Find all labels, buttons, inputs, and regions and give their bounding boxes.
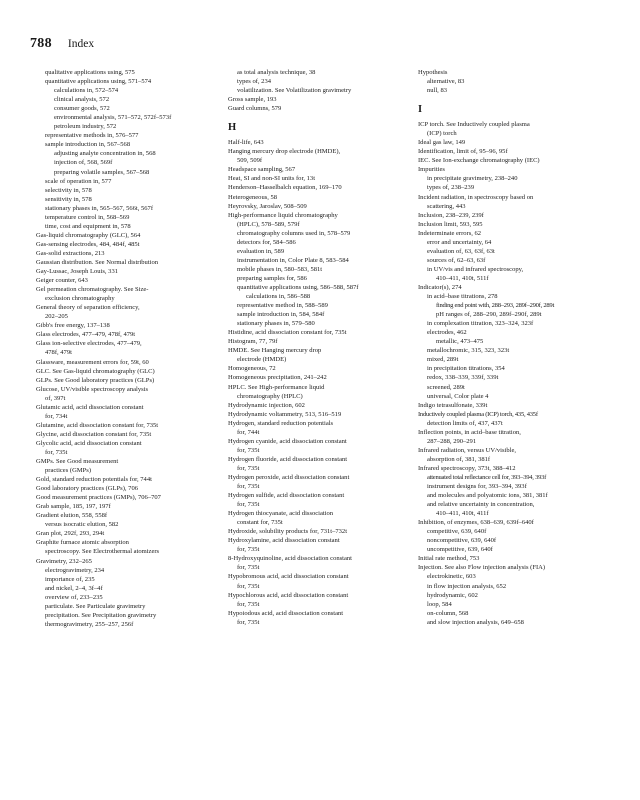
index-entry: Hydrogen sulfide, acid dissociation constant — [228, 492, 345, 500]
index-entry: hydrodynamic, 602 — [427, 591, 478, 599]
index-entry: chromatography (HPLC) — [237, 392, 303, 400]
index-entry: and slow injection analysis, 649–658 — [427, 618, 524, 626]
index-entry: overview of, 233–235 — [45, 593, 103, 601]
index-entry: Grab sample, 185, 197, 197f — [36, 503, 111, 511]
index-entry: for, 735t — [237, 582, 260, 590]
index-entry: for, 734t — [45, 412, 68, 420]
index-entry: quantitative applications using, 586–588, 587f — [237, 283, 359, 291]
index-entry: Henderson–Hasselbalch equation, 169–170 — [228, 184, 342, 192]
index-entry: Glutamine, acid dissociation constant for, 735t — [36, 421, 159, 429]
index-entry: (ICP) torch — [427, 130, 457, 138]
index-entry: for, 735t — [237, 464, 260, 472]
index-entry: electrodes, 462 — [427, 329, 467, 337]
index-entry: temperature control in, 568–569 — [45, 213, 130, 221]
index-entry: electrogravimetry, 234 — [45, 566, 105, 574]
index-entry: loop, 584 — [427, 600, 452, 608]
index-entry: Impurities — [418, 166, 445, 174]
index-entry: exclusion chromatography — [45, 295, 115, 303]
index-entry: quantitative applications using, 571–574 — [45, 78, 152, 86]
index-column-1 — [36, 68, 216, 629]
index-entry: Initial rate method, 753 — [418, 555, 480, 563]
index-entry: Hydrodynamic voltammetry, 513, 516–519 — [228, 410, 342, 418]
index-entry: Infrared spectroscopy, 373t, 388–412 — [418, 464, 516, 472]
index-entry: Indicator(s), 274 — [418, 283, 462, 291]
index-entry: petroleum industry, 572 — [54, 123, 117, 131]
index-entry: electrokinetic, 603 — [427, 573, 476, 581]
index-entry: stationary phases in, 579–580 — [237, 320, 315, 328]
index-entry: Histidine, acid dissociation constant for, 735t — [228, 329, 347, 337]
index-entry: calculations in, 572–574 — [54, 87, 119, 95]
index-entry: Guard columns, 579 — [228, 105, 282, 113]
index-entry: preparing samples for, 586 — [237, 274, 307, 282]
index-entry: Inductively coupled plasma (ICP) torch, 435, 435f — [418, 410, 538, 418]
index-entry: constant for, 735t — [237, 519, 283, 527]
index-column-2 — [228, 68, 410, 627]
index-entry: Hydroxide, solubility products for, 731t–732t — [228, 528, 348, 536]
index-entry: thermogravimetry, 255–257, 256f — [45, 620, 134, 628]
index-entry: sensitivity in, 578 — [45, 195, 92, 203]
index-entry: consumer goods, 572 — [54, 105, 110, 113]
index-entry: Homogeneous, 72 — [228, 365, 276, 373]
index-entry: Gravimetry, 232–265 — [36, 557, 92, 565]
index-entry: Inhibition, of enzymes, 638–639, 639f–640f — [418, 519, 534, 527]
index-entry: instrumentation in, Color Plate 8, 583–584 — [237, 256, 349, 264]
index-entry: Glycolic acid, acid dissociation constant — [36, 439, 142, 447]
index-entry: GMPs. See Good measurement — [36, 458, 119, 466]
index-entry: sources of, 62–63, 63f — [427, 256, 486, 264]
index-entry: Gold, standard reduction potentials for, 744t — [36, 476, 152, 484]
index-entry: and molecules and polyatomic ions, 381, 381f — [427, 492, 548, 500]
index-entry: and relative uncertainty in concentration, — [427, 501, 535, 509]
section-letter: H — [228, 122, 237, 134]
index-entry: Gran plot, 292f, 293, 294t — [36, 530, 105, 538]
index-entry: for, 735t — [237, 564, 260, 572]
index-entry: 410–411, 410t, 511f — [436, 274, 489, 282]
index-entry: on-column, 568 — [427, 609, 469, 617]
index-entry: clinical analysis, 572 — [54, 96, 110, 104]
index-entry: Good laboratory practices (GLPs), 706 — [36, 485, 138, 493]
index-entry: for, 735t — [237, 600, 260, 608]
index-entry: null, 83 — [427, 87, 448, 95]
page-number: 788 — [30, 36, 52, 51]
index-entry: Good measurement practices (GMPs), 706–707 — [36, 494, 161, 502]
index-entry: spectroscopy. See Electrothermal atomizers — [45, 548, 160, 556]
index-entry: for, 735t — [237, 618, 260, 626]
index-entry: for, 735t — [237, 483, 260, 491]
index-entry: Gas-solid extractions, 213 — [36, 249, 105, 257]
index-entry: for, 735t — [237, 501, 260, 509]
index-entry: Incident radiation, in spectroscopy based on — [418, 193, 534, 201]
index-entry: adjusting analyte concentration in, 568 — [54, 150, 156, 158]
index-entry: Graphite furnace atomic absorption — [36, 539, 129, 547]
index-entry: evaluation of, 63, 63f, 63t — [427, 247, 495, 255]
index-entry: Gradient elution, 558, 558f — [36, 512, 108, 520]
index-entry: for, 735t — [45, 448, 68, 456]
index-entry: Half-life, 643 — [228, 139, 264, 147]
index-entry: Gas-sensing electrodes, 484, 484f, 485t — [36, 240, 140, 248]
index-column-3 — [418, 68, 612, 627]
index-entry: representative methods in, 576–577 — [45, 132, 139, 140]
index-entry: in flow injection analysis, 652 — [427, 582, 507, 590]
index-entry: calculations in, 586–588 — [246, 293, 311, 301]
index-entry: Hanging mercury drop electrode (HMDE), — [228, 148, 341, 156]
index-entry: General theory of separation efficiency, — [36, 304, 140, 312]
index-entry: Hypoiodous acid, acid dissociation constant — [228, 609, 344, 617]
index-entry: Hydrogen peroxide, acid dissociation constant — [228, 473, 350, 481]
index-entry: finding end point with, 288–293, 289f–290f, 289t — [436, 302, 555, 310]
index-entry: uncompetitive, 639, 640f — [427, 546, 493, 554]
index-entry: environmental analysis, 571–572, 572f–573f — [54, 114, 172, 122]
index-entry: Inclusion limit, 593, 595 — [418, 220, 483, 228]
index-entry: 202–205 — [45, 313, 68, 321]
index-entry: time, cost and equipment in, 578 — [45, 222, 131, 230]
index-entry: Headspace sampling, 567 — [228, 166, 296, 174]
index-entry: pH ranges of, 288–290, 289f–290f, 289t — [436, 311, 542, 319]
index-entry: 509, 509f — [237, 157, 263, 165]
index-entry: Histogram, 77, 79f — [228, 338, 278, 346]
index-entry: in complexation titration, 323–324, 323f — [427, 320, 534, 328]
index-entry: importance of, 235 — [45, 575, 95, 583]
index-entry: Geiger counter, 643 — [36, 277, 88, 285]
index-entry: Hydrogen cyanide, acid dissociation constant — [228, 437, 347, 445]
index-entry: 478f, 479t — [45, 349, 72, 357]
index-entry: Hypobromous acid, acid dissociation constant — [228, 573, 349, 581]
index-entry: Hydrodynamic injection, 602 — [228, 401, 305, 409]
index-entry: versus isocratic elution, 582 — [45, 521, 119, 529]
index-entry: Hydrogen, standard reduction potentials — [228, 419, 334, 427]
index-entry: mixed, 289t — [427, 356, 459, 364]
index-entry: detectors for, 584–586 — [237, 238, 296, 246]
index-entry: GLC. See Gas-liquid chromatography (GLC) — [36, 367, 155, 375]
index-entry: Gross sample, 193 — [228, 96, 277, 104]
index-entry: for, 744t — [237, 428, 260, 436]
index-entry: Gel permeation chromatography. See Size- — [36, 286, 149, 294]
index-entry: instrument designs for, 393–394, 393f — [427, 483, 527, 491]
index-entry: ICP torch. See Inductively coupled plasma — [418, 121, 530, 129]
index-entry: particulate. See Particulate gravimetry — [45, 602, 146, 610]
index-entry: absorption of, 381, 381f — [427, 455, 491, 463]
index-entry: redox, 338–339, 339f, 339t — [427, 374, 499, 382]
index-entry: Identification, limit of, 95–96, 95f — [418, 148, 508, 156]
index-entry: sample introduction in, 584, 584f — [237, 311, 325, 319]
index-entry: screened, 289t — [427, 383, 465, 391]
index-entry: sample introduction in, 567–568 — [45, 141, 131, 149]
index-entry: detection limits of, 437, 437t — [427, 419, 503, 427]
page-header — [30, 36, 94, 52]
index-entry: electrode (HMDE) — [237, 356, 287, 364]
index-entry: in acid–base titrations, 278 — [427, 293, 498, 301]
index-entry: of, 397t — [45, 394, 66, 402]
section-letter: I — [418, 104, 423, 116]
index-entry: HMDE. See Hanging mercury drop — [228, 347, 322, 355]
index-entry: metallochromic, 315, 323, 323t — [427, 347, 510, 355]
index-entry: stationary phases in, 565–567, 566t, 567f — [45, 204, 154, 212]
index-entry: noncompetitive, 639, 640f — [427, 537, 497, 545]
index-entry: Gibb's free energy, 137–138 — [36, 322, 110, 330]
index-entry: volatilization. See Volatilization gravimetry — [237, 87, 352, 95]
index-entry: metallic, 473–475 — [436, 338, 484, 346]
index-entry: in precipitate gravimetry, 238–240 — [427, 175, 518, 183]
index-entry: injection of, 568, 569f — [54, 159, 113, 167]
index-entry: GLPs. See Good laboratory practices (GLPs) — [36, 376, 155, 384]
index-entry: Injection. See also Flow injection analysis (FIA) — [418, 564, 546, 572]
index-entry: IEC. See Ion-exchange chromatography (IEC) — [418, 157, 540, 165]
index-entry: Hypothesis — [418, 69, 448, 76]
index-entry: Glycine, acid dissociation constant for, 735t — [36, 430, 152, 438]
index-entry: Gas-liquid chromatography (GLC), 564 — [36, 231, 141, 239]
index-entry: Glutamic acid, acid dissociation constant — [36, 403, 144, 411]
index-entry: Heterogeneous, 58 — [228, 193, 278, 201]
index-entry: competitive, 639, 640f — [427, 528, 487, 536]
index-entry: evaluation in, 589 — [237, 247, 285, 255]
index-entry: Glass electrodes, 477–479, 478f, 479t — [36, 331, 136, 339]
index-entry: Heyrovsky, Jaroslav, 508–509 — [228, 202, 307, 210]
index-entry: preparing volatile samples, 567–568 — [54, 168, 150, 176]
index-entry: Gay-Lussac, Joseph Louis, 331 — [36, 268, 119, 276]
index-entry: representative method in, 588–589 — [237, 302, 328, 310]
index-entry: Hydrogen fluoride, acid dissociation constant — [228, 455, 348, 463]
index-entry: universal, Color plate 4 — [427, 392, 489, 400]
index-entry: High-performance liquid chromatography — [228, 211, 338, 219]
index-entry: Indigo tetrasulfonate, 339t — [418, 401, 488, 409]
index-entry: Gaussian distribution. See Normal distribution — [36, 258, 159, 266]
index-entry: attenuated total reflectance cell for, 393–394, 393f — [427, 473, 547, 481]
index-entry: Glucose, UV/visible spectroscopy analysis — [36, 385, 149, 393]
index-entry: types of, 234 — [237, 78, 272, 86]
index-entry: in precipitation titrations, 354 — [427, 365, 505, 373]
index-entry: Homogeneous precipitation, 241–242 — [228, 374, 327, 382]
index-entry: types of, 238–239 — [427, 184, 475, 192]
index-entry: Hydrogen thiocyanate, acid dissociation — [228, 510, 334, 518]
index-entry: qualitative applications using, 575 — [45, 69, 135, 76]
index-entry: Hydroxylamine, acid dissociation constant — [228, 537, 340, 545]
index-entry: error and uncertainty, 64 — [427, 238, 492, 246]
index-entry: Indeterminate errors, 62 — [418, 229, 482, 237]
index-entry: for, 735t — [237, 446, 260, 454]
index-entry: selectivity in, 578 — [45, 186, 92, 194]
index-entry: for, 735t — [237, 546, 260, 554]
index-entry: and nickel, 2–4, 3f–4f — [45, 584, 103, 592]
index-entry: practices (GMPs) — [45, 467, 91, 475]
index-entry: Glassware, measurement errors for, 59t, 60 — [36, 358, 149, 366]
index-entry: HPLC. See High-performance liquid — [228, 383, 325, 391]
index-entry: precipitation. See Precipitation gravimetry — [45, 611, 157, 619]
index-entry: Infrared radiation, versus UV/visible, — [418, 446, 516, 454]
index-entry: Heat, SI and non-SI units for, 13t — [228, 175, 316, 183]
index-entry: 8-Hydroxyquinoline, acid dissociation constant — [228, 555, 353, 563]
index-entry: in UV/vis and infrared spectroscopy, — [427, 265, 524, 273]
index-entry: alternative, 83 — [427, 78, 465, 86]
index-entry: Hypochlorous acid, acid dissociation constant — [228, 591, 349, 599]
index-entry: scale of operation in, 577 — [45, 177, 112, 185]
index-entry: Inflection points, in acid–base titration, — [418, 428, 521, 436]
index-entry: (HPLC), 578–589, 579f — [237, 220, 300, 228]
index-entry: as total analysis technique, 38 — [237, 69, 316, 76]
index-entry: mobile phases in, 580–583, 581t — [237, 265, 323, 273]
running-head: Index — [67, 38, 95, 50]
index-entry: Ideal gas law, 149 — [418, 139, 466, 147]
index-entry: Inclusion, 238–239, 239f — [418, 211, 484, 219]
index-entry: chromatography columns used in, 578–579 — [237, 229, 351, 237]
index-entry: 287–288, 290–291 — [427, 437, 477, 445]
index-entry: scattering, 443 — [427, 202, 466, 210]
index-entry: 410–411, 410t, 411f — [436, 510, 489, 518]
index-entry: Glass ion-selective electrodes, 477–479, — [36, 340, 142, 348]
